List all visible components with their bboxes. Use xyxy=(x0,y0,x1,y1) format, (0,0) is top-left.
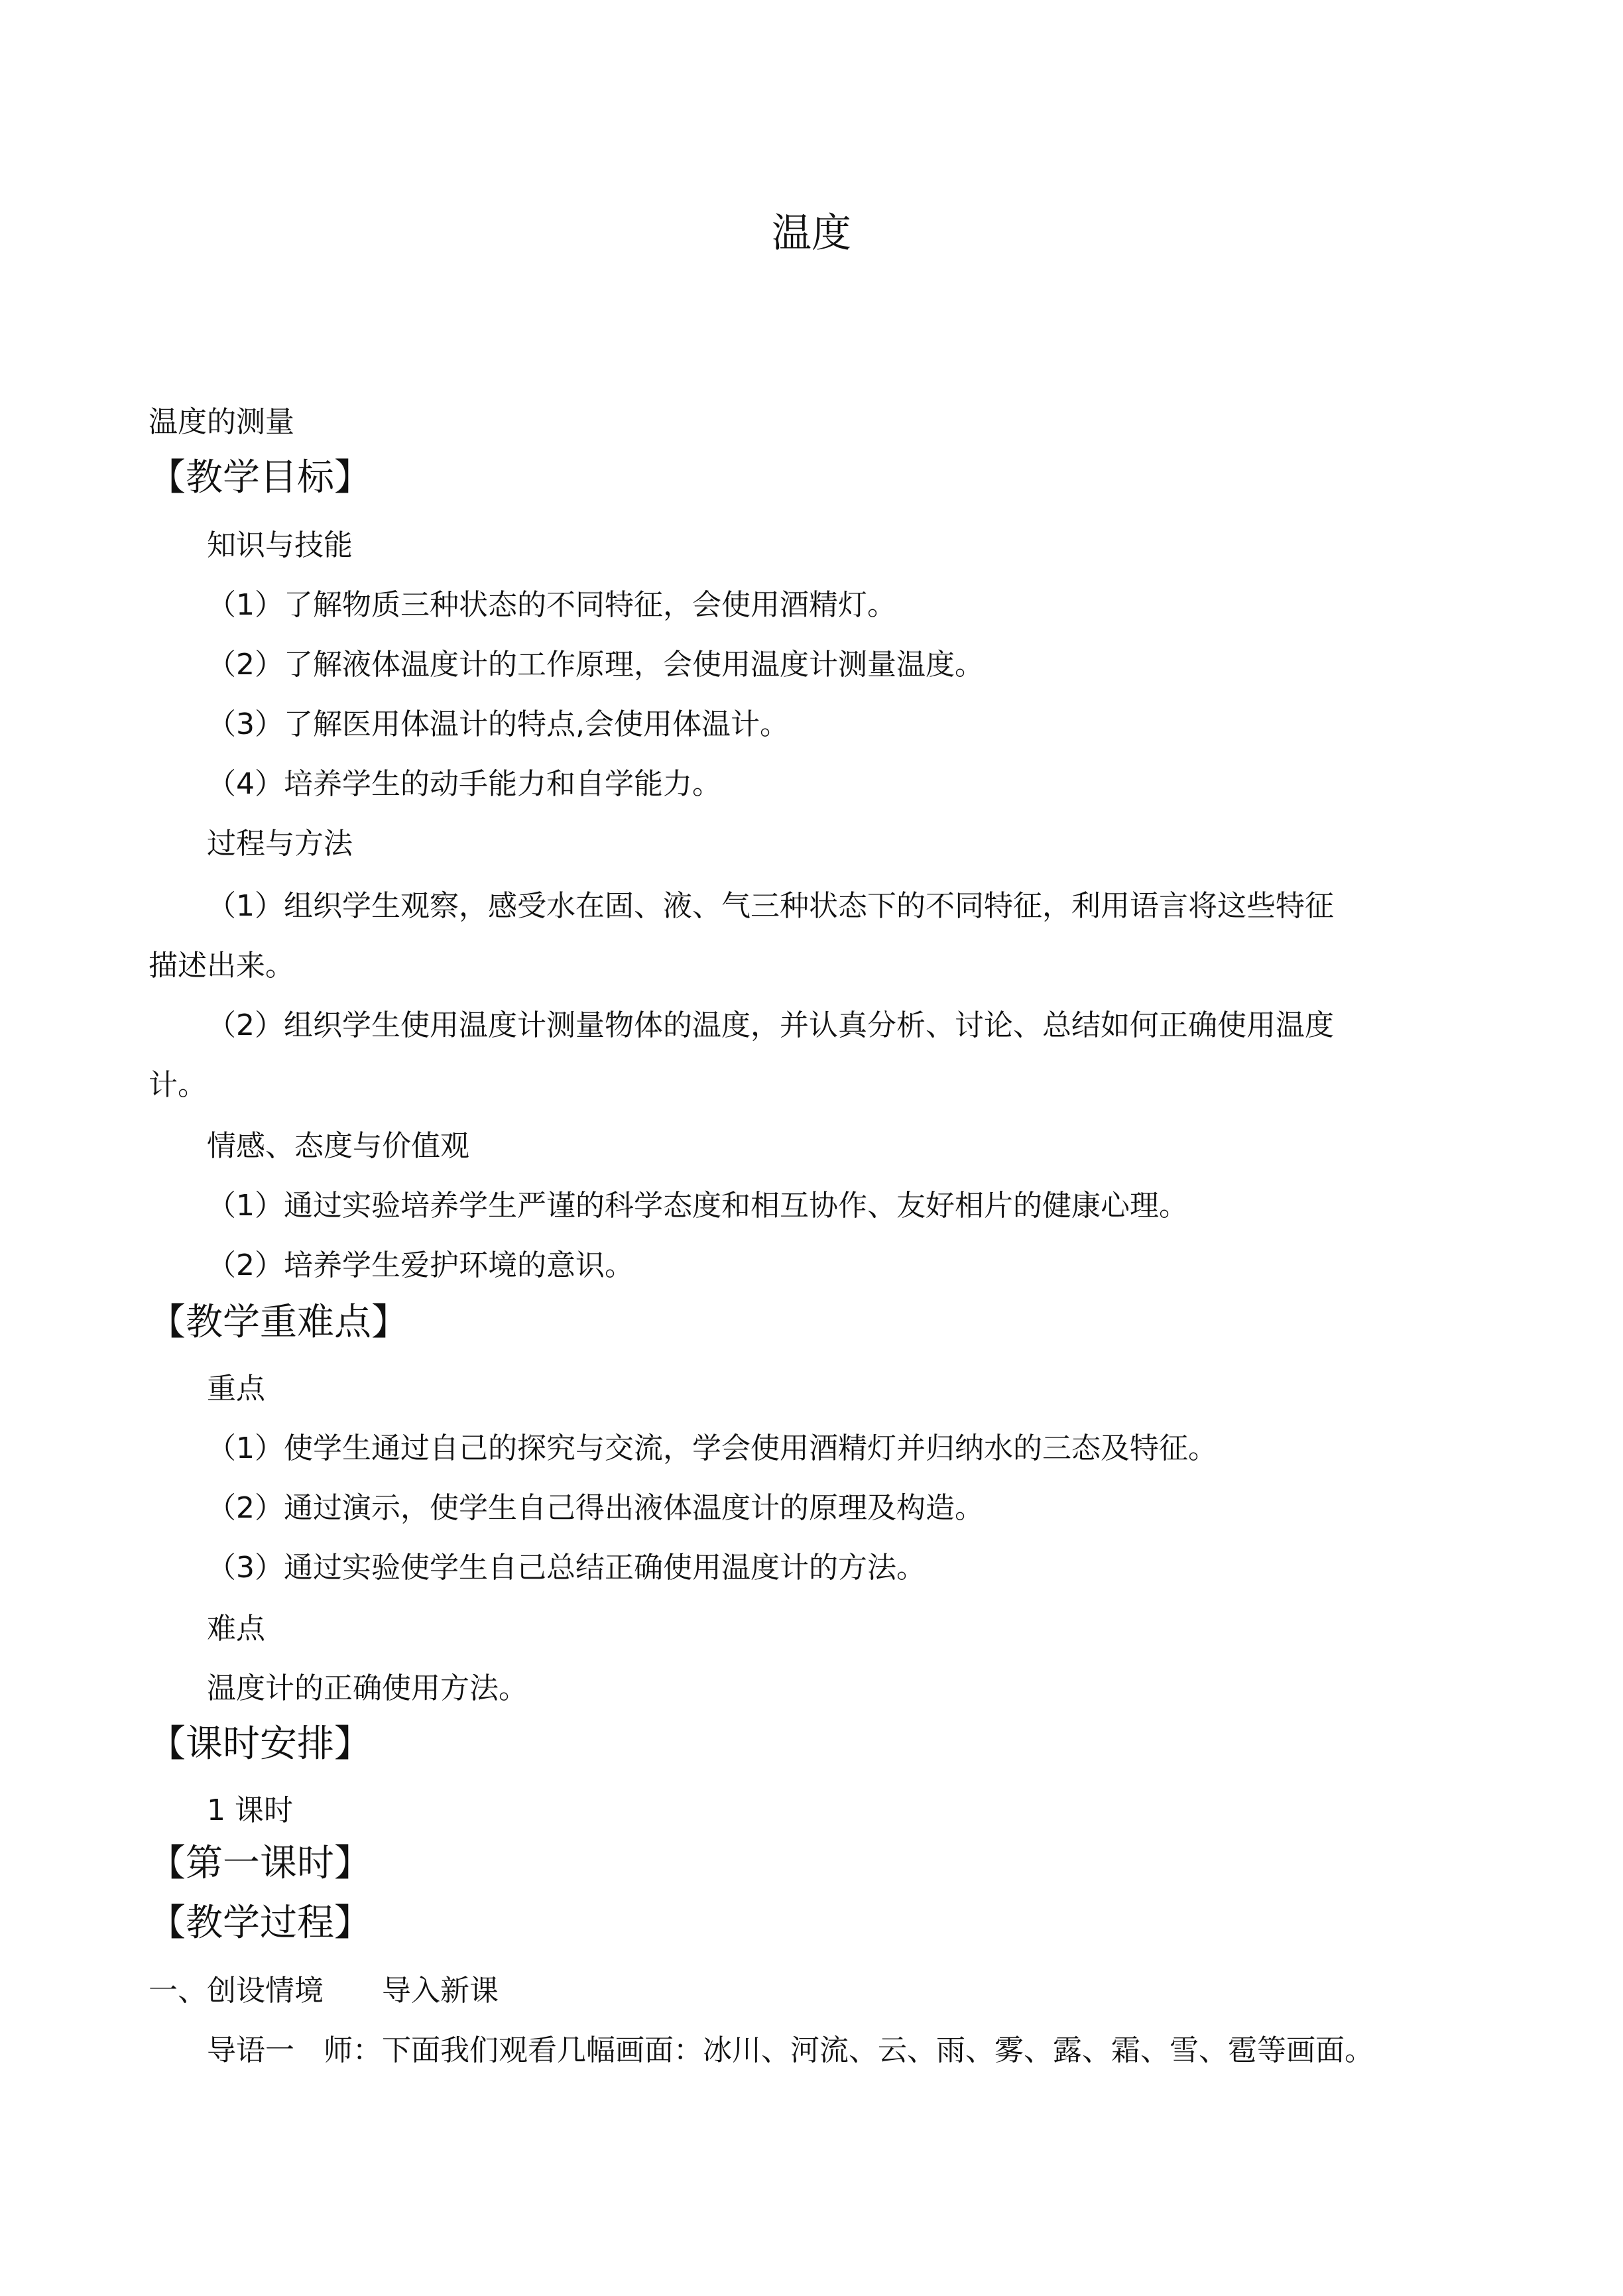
emotion-item-2: （2）培养学生爱护环境的意识。 xyxy=(207,1248,634,1282)
key-point-2: （2）通过演示，使学生自己得出液体温度计的原理及构造。 xyxy=(207,1491,984,1525)
heading-teaching-process: 【教学过程】 xyxy=(149,1902,371,1945)
process-item-1-line-2: 描述出来。 xyxy=(149,949,294,983)
knowledge-item-1: （1）了解物质三种状态的不同特征，会使用酒精灯。 xyxy=(207,588,896,622)
knowledge-item-3: （3）了解医用体温计的特点,会使用体温计。 xyxy=(207,707,789,741)
heading-schedule: 【课时安排】 xyxy=(149,1722,371,1766)
document-title: 温度 xyxy=(772,210,851,257)
intro-paragraph: 导语一 师：下面我们观看几幅画面：冰川、河流、云、雨、雾、露、霜、雪、雹等画面。 xyxy=(207,2033,1374,2067)
heading-first-lesson: 【第一课时】 xyxy=(149,1842,371,1885)
lesson-subtitle: 温度的测量 xyxy=(149,405,294,439)
heading-key-difficult-points: 【教学重难点】 xyxy=(149,1301,408,1344)
key-point-1: （1）使学生通过自己的探究与交流，学会使用酒精灯并归纳水的三态及特征。 xyxy=(207,1431,1217,1465)
process-item-2-line-1: （2）组织学生使用温度计测量物体的温度，并认真分析、讨论、总结如何正确使用温度 xyxy=(207,1008,1334,1042)
schedule-text: 1 课时 xyxy=(207,1793,293,1827)
emotion-item-1: （1）通过实验培养学生严谨的科学态度和相互协作、友好相片的健康心理。 xyxy=(207,1189,1188,1223)
label-key-points: 重点 xyxy=(207,1372,265,1406)
label-knowledge-skills: 知识与技能 xyxy=(207,528,353,562)
key-point-3: （3）通过实验使学生自己总结正确使用温度计的方法。 xyxy=(207,1551,926,1585)
difficult-point-1: 温度计的正确使用方法。 xyxy=(207,1671,528,1705)
process-item-2-line-2: 计。 xyxy=(149,1068,207,1102)
section-create-situation: 一、创设情境 导入新课 xyxy=(149,1974,499,2008)
knowledge-item-2: （2）了解液体温度计的工作原理，会使用温度计测量温度。 xyxy=(207,648,984,682)
knowledge-item-4: （4）培养学生的动手能力和自学能力。 xyxy=(207,767,721,801)
heading-teaching-goals: 【教学目标】 xyxy=(149,456,371,499)
label-emotion-values: 情感、态度与价值观 xyxy=(207,1129,469,1163)
process-item-1-line-1: （1）组织学生观察，感受水在固、液、气三种状态下的不同特征，利用语言将这些特征 xyxy=(207,889,1334,923)
label-difficult-points: 难点 xyxy=(207,1612,265,1646)
label-process-methods: 过程与方法 xyxy=(207,827,353,861)
